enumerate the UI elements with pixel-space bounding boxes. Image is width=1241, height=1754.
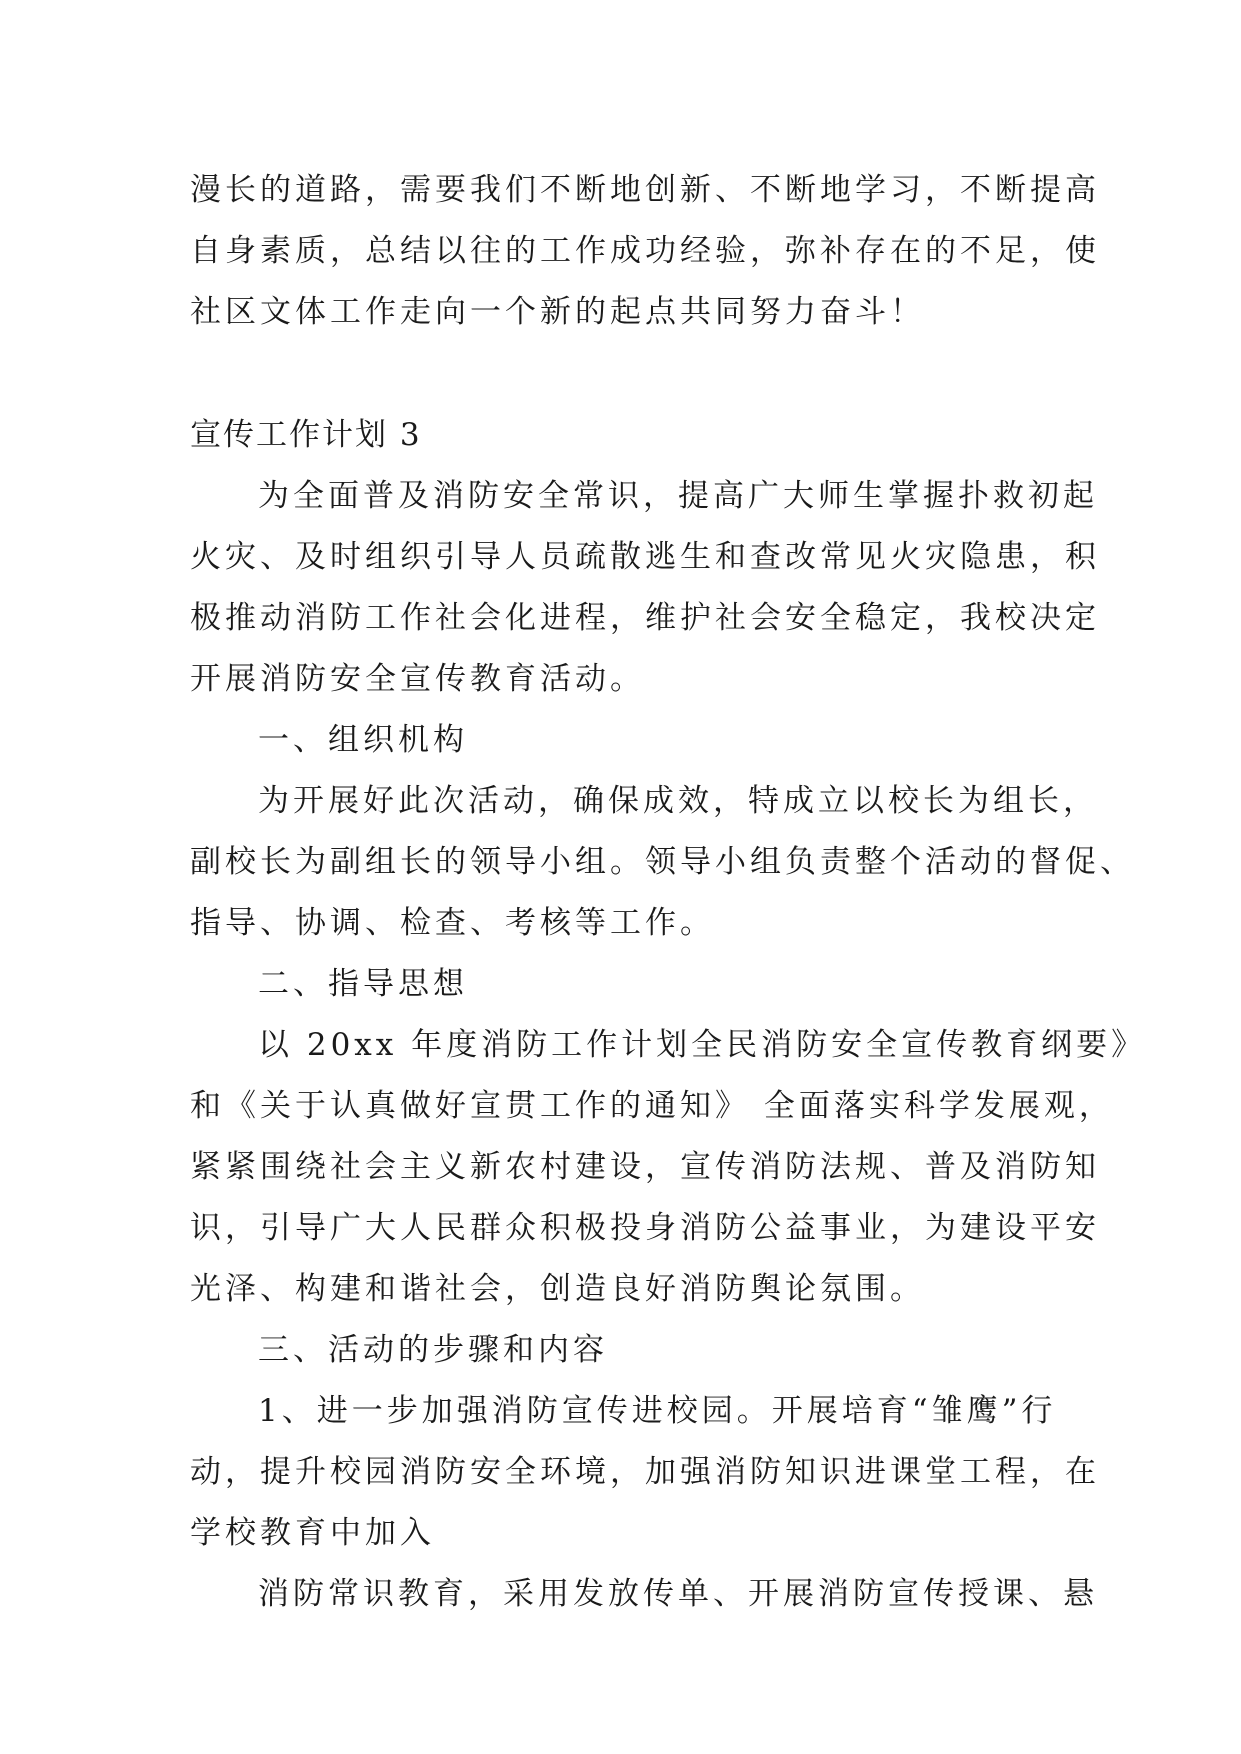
text-line: 动，提升校园消防安全环境，加强消防知识进课堂工程，在 <box>190 1454 1100 1490</box>
subheading: 三、活动的步骤和内容 <box>258 1332 608 1368</box>
text-line: 光泽、构建和谐社会，创造良好消防舆论氛围。 <box>190 1271 925 1307</box>
text-line: 指导、协调、检查、考核等工作。 <box>190 905 715 941</box>
subheading: 一、组织机构 <box>258 722 468 758</box>
text-line: 紧紧围绕社会主义新农村建设，宣传消防法规、普及消防知 <box>190 1149 1100 1185</box>
text-line: 漫长的道路，需要我们不断地创新、不断地学习，不断提高 <box>190 172 1100 208</box>
paragraph-gap <box>190 343 1060 405</box>
subheading: 二、指导思想 <box>258 966 468 1002</box>
text-line: 学校教育中加入 <box>190 1515 435 1551</box>
text-line: 1、进一步加强消防宣传进校园。开展培育“雏鹰”行 <box>258 1393 1057 1429</box>
document-text <box>190 160 1147 1625</box>
text-line: 自身素质，总结以往的工作成功经验，弥补存在的不足，使 <box>190 233 1100 269</box>
text-line: 为全面普及消防安全常识，提高广大师生掌握扑救初起 <box>258 478 1098 514</box>
text-line: 社区文体工作走向一个新的起点共同努力奋斗！ <box>190 294 925 330</box>
text-line: 和《关于认真做好宣贯工作的通知》 全面落实科学发展观， <box>190 1088 1114 1124</box>
text-line: 开展消防安全宣传教育活动。 <box>190 661 645 697</box>
text-line: 为开展好此次活动，确保成效，特成立以校长为组长， <box>258 783 1098 819</box>
text-line: 以 20xx 年度消防工作计划全民消防安全宣传教育纲要》 <box>258 1027 1147 1063</box>
text-line: 火灾、及时组织引导人员疏散逃生和查改常见火灾隐患，积 <box>190 539 1100 575</box>
text-line: 副校长为副组长的领导小组。领导小组负责整个活动的督促、 <box>190 844 1135 880</box>
text-line: 消防常识教育，采用发放传单、开展消防宣传授课、悬 <box>258 1576 1098 1612</box>
section-title: 宣传工作计划 3 <box>190 417 422 453</box>
text-line: 识，引导广大人民群众积极投身消防公益事业，为建设平安 <box>190 1210 1100 1246</box>
text-line: 极推动消防工作社会化进程，维护社会安全稳定，我校决定 <box>190 600 1100 636</box>
